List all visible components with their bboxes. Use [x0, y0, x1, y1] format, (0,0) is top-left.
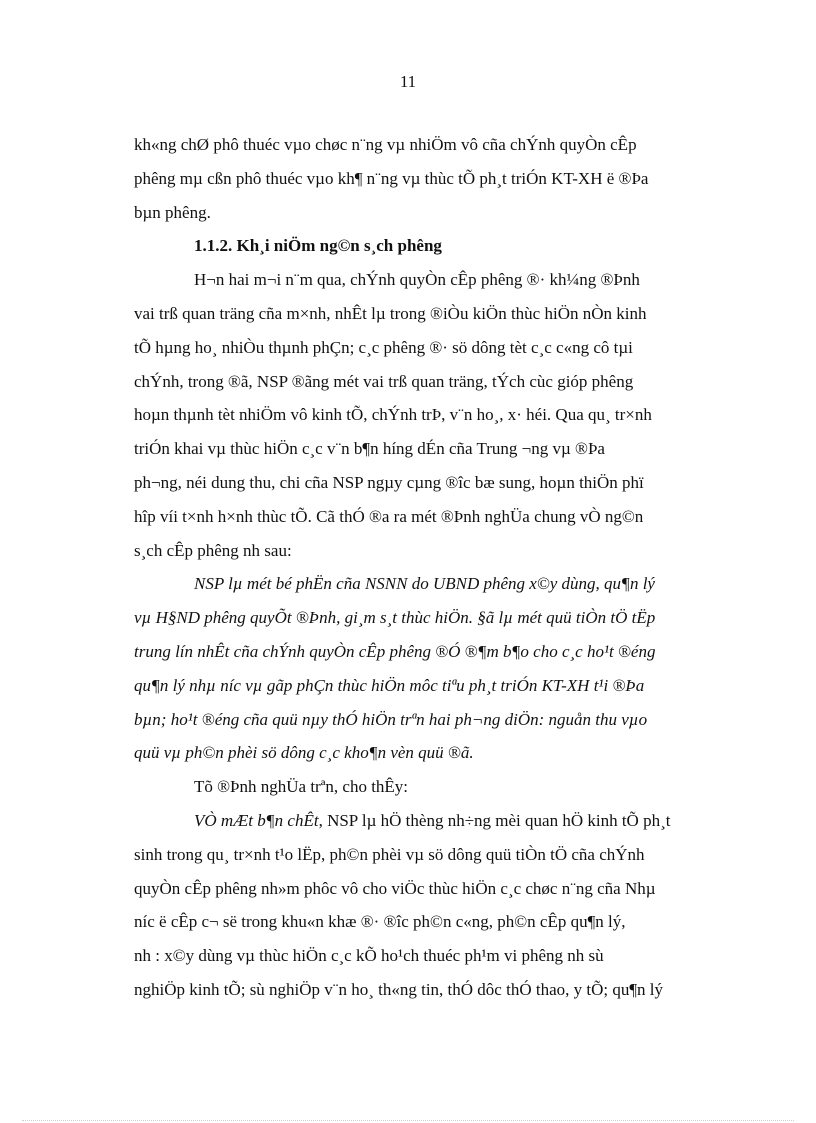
section-heading: 1.1.2. Kh¸i niÖm ng©n s¸ch phêng	[194, 236, 442, 256]
text-line: Tõ ®Þnh nghÜa trªn, cho thÊy:	[194, 777, 409, 797]
text-line: phêng mµ cßn phô thuéc vµo kh¶ n¨ng vµ thùc tÕ ph¸t triÓn KT-XH ë ®Þa	[134, 168, 649, 188]
text-line: bµn; ho¹t ®éng cña quü nµy thÓ hiÖn trªn hai ph¬ng diÖn: nguån thu vµo	[134, 709, 648, 729]
page-number: 11	[399, 72, 417, 91]
text-line	[134, 804, 766, 838]
text-line: níc ë cÊp c¬ së trong khu«n khæ ®· ®îc ph©n c«ng, ph©n cÊp qu¶n lý,	[134, 912, 626, 932]
text-line: nghiÖp kinh tÕ; sù nghiÖp v¨n ho¸ th«ng tin, thÓ dôc thÓ thao, y tÕ; qu¶n lý	[134, 979, 664, 999]
text-line: H¬n hai m¬i n¨m qua, chÝnh quyÒn cÊp phêng ®· kh¼ng ®Þnh	[194, 270, 640, 290]
text-line: chÝnh, trong ®ã, NSP ®ãng mét vai trß quan träng, tÝch cùc gióp phêng	[134, 371, 634, 391]
text-line: hîp víi t×nh h×nh thùc tÕ. Cã thÓ ®a ra mét ®Þnh nghÜa chung vÒ ng©n	[134, 506, 644, 526]
definition-paragraph	[134, 567, 766, 770]
text-line: s¸ch cÊp phêng nh sau:	[134, 540, 292, 560]
text-line: ph¬ng, néi dung thu, chi cña NSP ngµy cµng ®îc bæ sung, hoµn thiÖn phï	[134, 472, 644, 492]
italic-lead: VÒ mÆt b¶n chÊt	[194, 810, 319, 830]
text-line: sinh trong qu¸ tr×nh t¹o lËp, ph©n phèi vµ sö dông quü tiÒn tÖ cña chÝnh	[134, 844, 645, 864]
page-bottom-rule	[22, 1120, 794, 1121]
text-run: , NSP lµ hÖ thèng nh÷ng mèi quan hÖ kinh tÕ ph¸t	[318, 810, 671, 830]
text-line: trung lín nhÊt cña chÝnh quyÒn cÊp phêng ®Ó ®¶m b¶o cho c¸c ho¹t ®éng	[134, 641, 656, 661]
text-line: vai trß quan träng cña m×nh, nhÊt lµ trong ®iÒu kiÖn thùc hiÖn nÒn kinh	[134, 303, 647, 323]
paragraph-continuation	[134, 128, 766, 229]
paragraph-nature	[134, 804, 766, 1007]
text-line: hoµn thµnh tèt nhiÖm vô kinh tÕ, chÝnh trÞ, v¨n ho¸, x· héi. Qua qu¸ tr×nh	[134, 405, 652, 425]
text-line: nh : x©y dùng vµ thùc hiÖn c¸c kÕ ho¹ch thuéc ph¹m vi phêng nh sù	[134, 946, 604, 966]
text-line: qu¶n lý nhµ níc vµ gãp phÇn thùc hiÖn môc tiªu ph¸t triÓn KT-XH t¹i ®Þa	[134, 675, 645, 695]
text-line: bµn phêng.	[134, 202, 211, 222]
paragraph-lead-in	[134, 770, 766, 804]
text-line: quü vµ ph©n phèi sö dông c¸c kho¶n vèn quü ®ã.	[134, 743, 474, 763]
page-body	[134, 128, 766, 1007]
text-line: vµ H§ND phêng quyÕt ®Þnh, gi¸m s¸t thùc hiÖn. §ã lµ mét quü tiÒn tÖ tËp	[134, 608, 656, 628]
text-line: NSP lµ mét bé phËn cña NSNN do UBND phêng x©y dùng, qu¶n lý	[194, 574, 655, 594]
text-line: quyÒn cÊp phêng nh»m phôc vô cho viÖc thùc hiÖn c¸c chøc n¨ng cña Nhµ	[134, 878, 656, 898]
text-line: triÓn khai vµ thùc hiÖn c¸c v¨n b¶n híng dÉn cña Trung ¬ng vµ ®Þa	[134, 439, 605, 459]
paragraph-intro	[134, 263, 766, 567]
text-line: kh«ng chØ phô thuéc vµo chøc n¨ng vµ nhiÖm vô cña chÝnh quyÒn cÊp	[134, 135, 637, 154]
text-line: tÕ hµng ho¸ nhiÒu thµnh phÇn; c¸c phêng ®· sö dông tèt c¸c c«ng cô tµi	[134, 337, 633, 357]
